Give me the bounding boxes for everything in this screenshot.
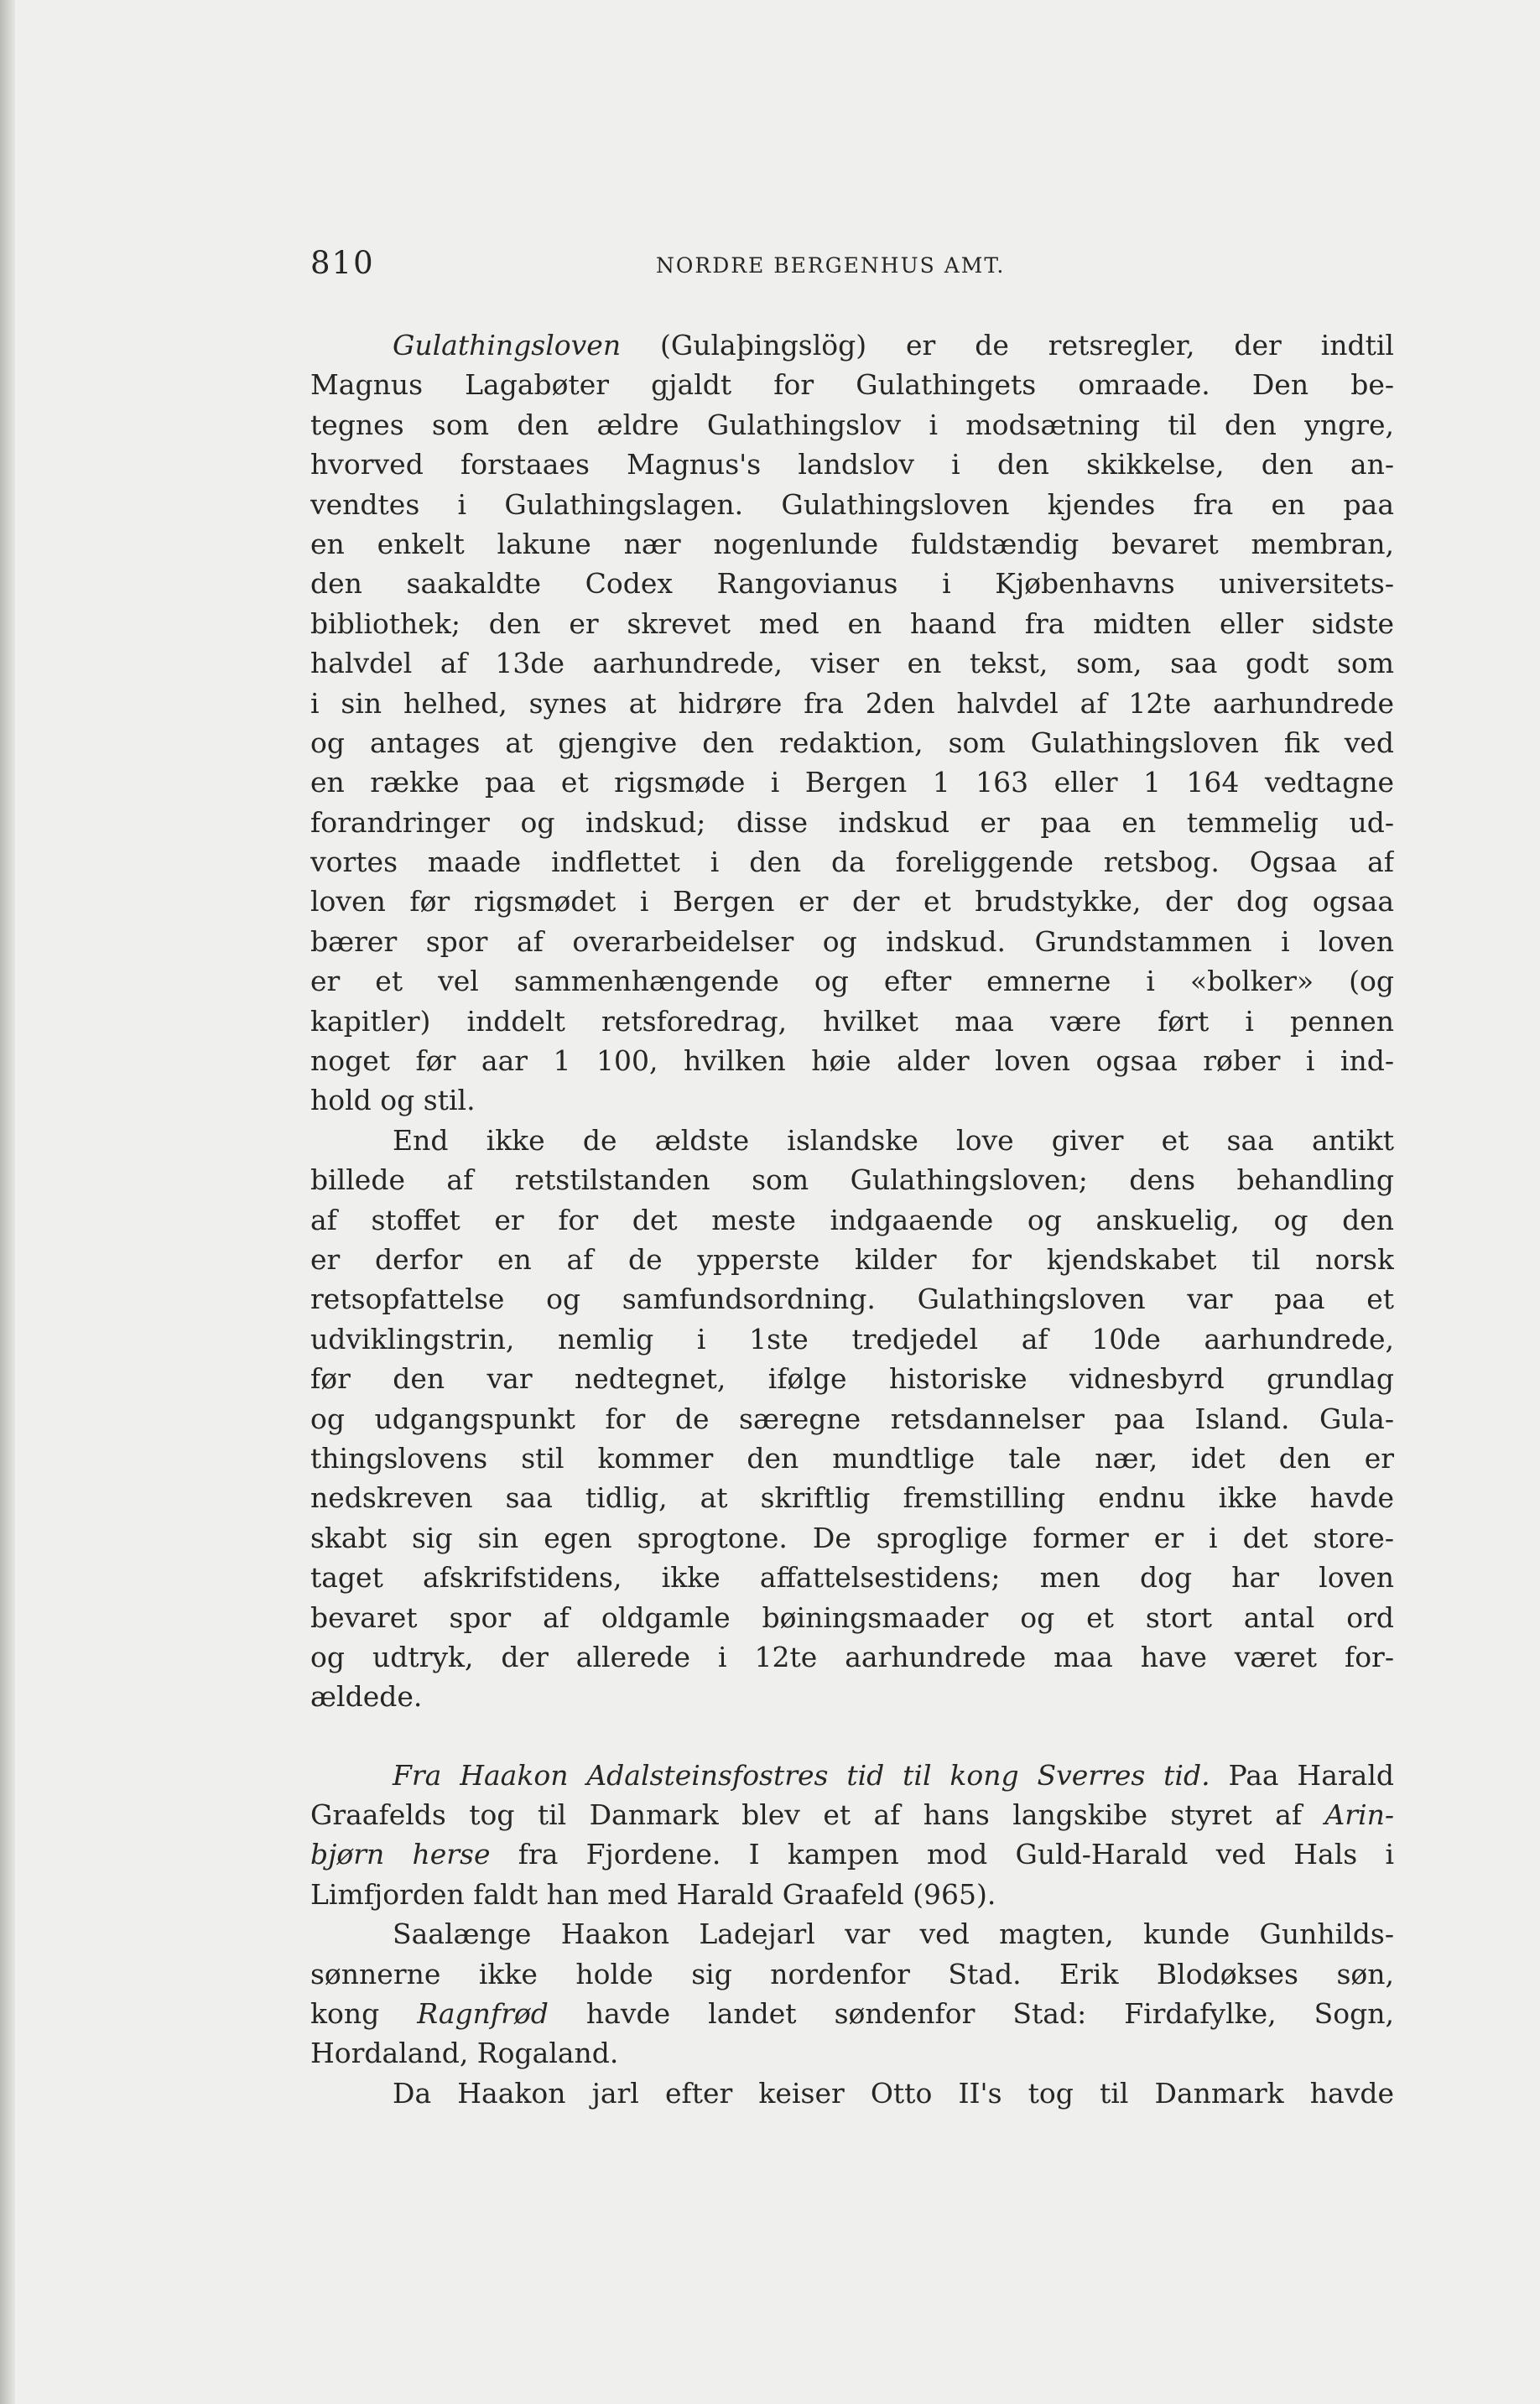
text-line: er derfor en af de ypperste kilder for kjendskabet til norsk [310,1242,1394,1276]
page-number: 810 [310,245,375,281]
text-line: End ikke de ældste islandske love giver et saa antikt [393,1123,1394,1157]
text-line: kong Ragnfrød havde landet søndenfor Stad: Firdafylke, Sogn, [310,1997,1394,2031]
text-line: retsopfattelse og samfundsordning. Gulathingsloven var paa et [310,1283,1394,1316]
italic-name: Arin- [1324,1798,1394,1832]
text-line: bærer spor af overarbeidelser og indskud. Grundstammen i loven [310,924,1394,958]
text-line: bjørn herse fra Fjordene. I kampen mod Guld-Harald ved Hals i [310,1838,1394,1871]
text-line: noget før aar 1 100, hvilken høie alder loven ogsaa røber i ind- [310,1044,1394,1078]
text-line: Limfjorden faldt han med Harald Graafeld (965). [310,1877,996,1911]
text-line: og udgangspunkt for de særegne retsdannelser paa Island. Gula- [310,1402,1394,1435]
text-line: Fra Haakon Adalsteinsfostres tid til kong Sverres tid. Paa Harald [393,1758,1394,1792]
text-line: vendtes i Gulathingslagen. Gulathingsloven kjendes fra en paa [310,487,1394,521]
text-line: er et vel sammenhængende og efter emnerne i «bolker» (og [310,965,1394,998]
text-line: sønnerne ikke holde sig nordenfor Stad. Erik Blodøkses søn, [310,1957,1394,1990]
text-line: en enkelt lakune nær nogenlunde fuldstændig bevaret membran, [310,527,1394,560]
text-line: kapitler) inddelt retsforedrag, hvilket maa være ført i pennen [310,1004,1394,1038]
text-line: hold og stil. [310,1084,476,1117]
italic-name: bjørn herse [310,1838,491,1871]
text-line: Graafelds tog til Danmark blev et af hans langskibe styret af Arin- [310,1798,1394,1832]
text-line: skabt sig sin egen sprogtone. De sproglige former er i det store- [310,1521,1394,1554]
text-line: af stoffet er for det meste indgaaende og anskuelig, og den [310,1203,1394,1236]
text-line: Magnus Lagabøter gjaldt for Gulathingets omraade. Den be- [310,368,1394,402]
text-line: forandringer og indskud; disse indskud er paa en temmelig ud- [310,805,1394,839]
text-line: nedskreven saa tidlig, at skriftlig fremstilling endnu ikke havde [310,1481,1394,1515]
text-line: Hordaland, Rogaland. [310,2037,619,2070]
text-line: Saalænge Haakon Ladejarl var ved magten, kunde Gunhilds- [393,1917,1394,1951]
italic-heading: Fra Haakon Adalsteinsfostres tid til kong Sverres tid. [393,1758,1210,1792]
text-line: bevaret spor af oldgamle bøiningsmaader og et stort antal ord [310,1600,1394,1634]
italic-name: Ragnfrød [417,1997,549,2031]
text-line: taget afskrifstidens, ikke affattelsestidens; men dog har loven [310,1561,1394,1595]
text-line: tegnes som den ældre Gulathingslov i modsætning til den yngre, [310,408,1394,441]
text-line: thingslovens stil kommer den mundtlige tale nær, idet den er [310,1441,1394,1475]
italic-term: Gulathingsloven [393,329,622,362]
text-line: vortes maade indflettet i den da foreliggende retsbog. Ogsaa af [310,846,1394,879]
text-line: og antages at gjengive den redaktion, som Gulathingsloven fik ved [310,726,1394,759]
text-line: den saakaldte Codex Rangovianus i Kjøbenhavns universitets- [310,567,1394,601]
running-title: NORDRE BERGENHUS AMT. [656,253,1006,278]
text-line: Gulathingsloven (Gulaþingslög) er de retsregler, der indtil [393,329,1394,362]
text-line: ældede. [310,1680,423,1714]
text-line: og udtryk, der allerede i 12te aarhundrede maa have været for- [310,1640,1394,1673]
text-line: i sin helhed, synes at hidrøre fra 2den halvdel af 12te aarhundrede [310,686,1394,720]
body-text [310,325,1394,2113]
section-gap [310,1717,1394,1756]
text-line: udviklingstrin, nemlig i 1ste tredjedel af 10de aarhundrede, [310,1322,1394,1356]
text-line: før den var nedtegnet, ifølge historiske vidnesbyrd grundlag [310,1362,1394,1396]
text-line: Da Haakon jarl efter keiser Otto II's tog til Danmark havde [393,2076,1394,2110]
text-line: loven før rigsmødet i Bergen er der et brudstykke, der dog ogsaa [310,885,1394,918]
text-line: en række paa et rigsmøde i Bergen 1 163 eller 1 164 vedtagne [310,766,1394,799]
page-header [310,245,1394,285]
text-line: bibliothek; den er skrevet med en haand fra midten eller sidste [310,606,1394,640]
text-line: billede af retstilstanden som Gulathingsloven; dens behandling [310,1163,1394,1197]
text-line: hvorved forstaaes Magnus's landslov i den skikkelse, den an- [310,448,1394,481]
page-edge-shadow [0,0,15,2404]
text-line: halvdel af 13de aarhundrede, viser en tekst, som, saa godt som [310,647,1394,680]
